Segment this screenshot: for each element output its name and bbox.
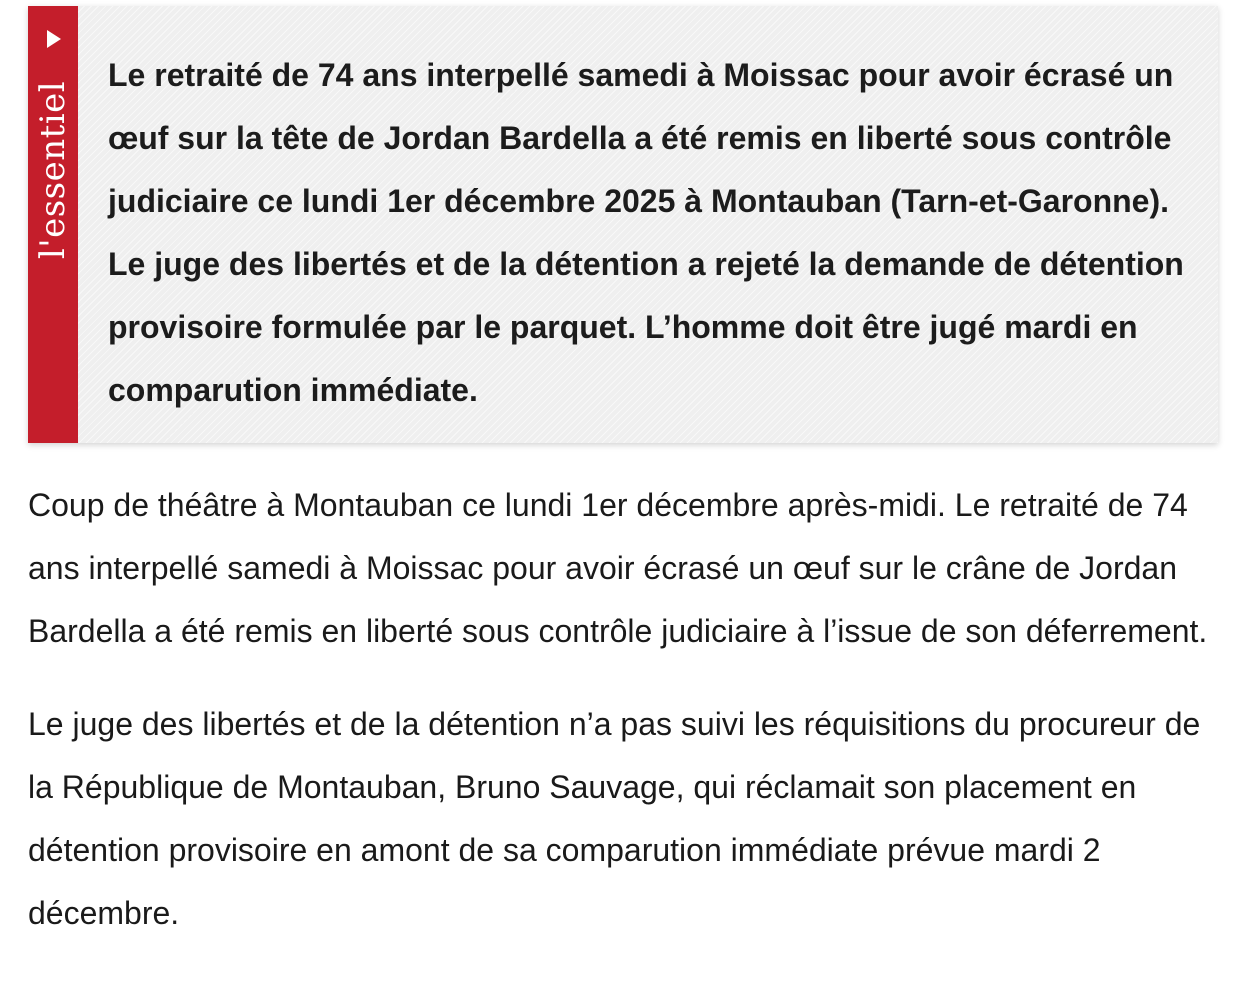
essentiel-label: l'essentiel xyxy=(33,80,73,260)
essentiel-summary: Le retraité de 74 ans interpellé samedi à Moissac pour avoir écrasé un œuf sur la tête de Jordan Bardella a été remis en liberté sous contrôle judiciaire ce lundi 1er décembre 2025 à Montauban (Tarn-et-Garonne). Le juge des libertés et de la détention a rejeté la demande de détention provisoire formulée par le parquet. L’homme doit être jugé mardi en comparution immédiate. xyxy=(108,57,1184,408)
article-body xyxy=(28,474,1224,975)
play-arrow-icon[interactable] xyxy=(47,30,61,48)
essentiel-box xyxy=(28,6,1218,443)
essentiel-tab[interactable] xyxy=(28,6,78,443)
article-paragraph: Coup de théâtre à Montauban ce lundi 1er décembre après-midi. Le retraité de 74 ans interpellé samedi à Moissac pour avoir écrasé un œuf sur le crâne de Jordan Bardella a été remis en liberté sous contrôle judiciaire à l’issue de son déferrement. xyxy=(28,487,1208,649)
article-paragraph: Le juge des libertés et de la détention n’a pas suivi les réquisitions du procureur de la République de Montauban, Bruno Sauvage, qui réclamait son placement en détention provisoire en amont de sa comparution immédiate prévue mardi 2 décembre. xyxy=(28,706,1201,931)
